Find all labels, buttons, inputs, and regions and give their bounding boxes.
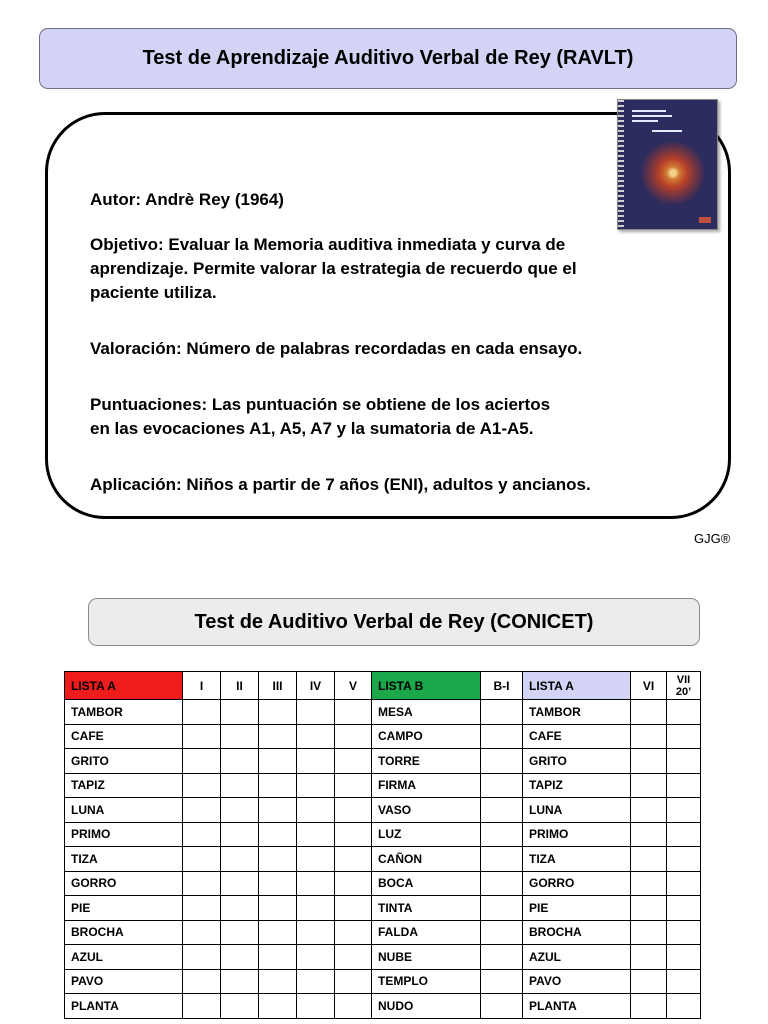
- trial-i-cell[interactable]: [183, 920, 221, 945]
- trial-ii-cell[interactable]: [221, 700, 259, 725]
- trial-b-i-cell[interactable]: [481, 969, 523, 994]
- trial-ii-cell[interactable]: [221, 749, 259, 774]
- table-row: [65, 773, 701, 798]
- trial-i-cell[interactable]: [183, 700, 221, 725]
- aplicacion-text: Aplicación: Niños a partir de 7 años (ENI), adultos y ancianos.: [90, 475, 591, 494]
- list-b-word: VASO: [372, 798, 481, 823]
- trial-iv-cell[interactable]: [297, 700, 335, 725]
- table-row: [65, 871, 701, 896]
- trial-v-cell[interactable]: [335, 945, 372, 970]
- trial-v-cell[interactable]: [335, 896, 372, 921]
- trial-ii-cell[interactable]: [221, 847, 259, 872]
- word-list-table: [64, 671, 701, 1019]
- trial-iv-cell[interactable]: [297, 847, 335, 872]
- trial-i-cell[interactable]: [183, 871, 221, 896]
- header-trial-iii: III: [259, 672, 297, 700]
- trial-vii-cell[interactable]: [667, 822, 701, 847]
- header-trial-b-i: B-I: [481, 672, 523, 700]
- trial-b-i-cell[interactable]: [481, 773, 523, 798]
- trial-v-cell[interactable]: [335, 920, 372, 945]
- trial-vi-cell[interactable]: [631, 700, 667, 725]
- header-lista-a-recall: LISTA A: [523, 672, 631, 700]
- objetivo-line: aprendizaje. Permite valorar la estrategia de recuerdo que el: [90, 259, 577, 278]
- list-b-word: FIRMA: [372, 773, 481, 798]
- list-a-word: PRIMO: [65, 822, 183, 847]
- book-cover-text-line: [632, 110, 666, 112]
- trial-b-i-cell[interactable]: [481, 724, 523, 749]
- table-row: [65, 945, 701, 970]
- list-a-word: GORRO: [65, 871, 183, 896]
- trial-b-i-cell[interactable]: [481, 945, 523, 970]
- copyright-mark: GJG®: [694, 531, 731, 546]
- list-a-recall-word: PRIMO: [523, 822, 631, 847]
- trial-i-cell[interactable]: [183, 896, 221, 921]
- valoracion-text: Valoración: Número de palabras recordadas en cada ensayo.: [90, 339, 583, 358]
- list-b-word: BOCA: [372, 871, 481, 896]
- trial-v-cell[interactable]: [335, 700, 372, 725]
- table-row: [65, 896, 701, 921]
- list-a-recall-word: GORRO: [523, 871, 631, 896]
- list-b-word: TEMPLO: [372, 969, 481, 994]
- trial-i-cell[interactable]: [183, 822, 221, 847]
- trial-v-cell[interactable]: [335, 969, 372, 994]
- trial-v-cell[interactable]: [335, 724, 372, 749]
- puntuaciones-line: Puntuaciones: Las puntuación se obtiene de los aciertos: [90, 395, 551, 414]
- header-lista-b: LISTA B: [372, 672, 481, 700]
- list-a-recall-word: TIZA: [523, 847, 631, 872]
- header-trial-iv: IV: [297, 672, 335, 700]
- list-a-word: TIZA: [65, 847, 183, 872]
- table-header-row: [65, 672, 701, 700]
- list-a-recall-word: AZUL: [523, 945, 631, 970]
- book-cover-text-line: [632, 120, 658, 122]
- list-a-recall-word: PLANTA: [523, 994, 631, 1019]
- trial-i-cell[interactable]: [183, 749, 221, 774]
- trial-vii-cell[interactable]: [667, 724, 701, 749]
- trial-vii-cell[interactable]: [667, 871, 701, 896]
- trial-i-cell[interactable]: [183, 773, 221, 798]
- trial-v-cell[interactable]: [335, 749, 372, 774]
- trial-b-i-cell[interactable]: [481, 822, 523, 847]
- list-a-recall-word: CAFE: [523, 724, 631, 749]
- trial-b-i-cell[interactable]: [481, 749, 523, 774]
- header-vii-label: VII: [676, 673, 691, 686]
- trial-vii-cell[interactable]: [667, 920, 701, 945]
- trial-v-cell[interactable]: [335, 822, 372, 847]
- trial-b-i-cell[interactable]: [481, 847, 523, 872]
- trial-iv-cell[interactable]: [297, 920, 335, 945]
- trial-vi-cell[interactable]: [631, 945, 667, 970]
- trial-b-i-cell[interactable]: [481, 920, 523, 945]
- trial-vi-cell[interactable]: [631, 969, 667, 994]
- trial-iv-cell[interactable]: [297, 896, 335, 921]
- trial-iv-cell[interactable]: [297, 773, 335, 798]
- trial-vi-cell[interactable]: [631, 896, 667, 921]
- table-row: [65, 822, 701, 847]
- header-vii-delay: 20’: [675, 685, 692, 698]
- trial-i-cell[interactable]: [183, 847, 221, 872]
- header-trial-i: I: [183, 672, 221, 700]
- trial-ii-cell[interactable]: [221, 896, 259, 921]
- trial-iii-cell[interactable]: [259, 749, 297, 774]
- trial-i-cell[interactable]: [183, 945, 221, 970]
- title-conicet: Test de Auditivo Verbal de Rey (CONICET): [88, 598, 700, 646]
- trial-ii-cell[interactable]: [221, 773, 259, 798]
- trial-iii-cell[interactable]: [259, 773, 297, 798]
- trial-iii-cell[interactable]: [259, 945, 297, 970]
- table-row: [65, 920, 701, 945]
- list-a-word: PIE: [65, 896, 183, 921]
- list-a-recall-word: PAVO: [523, 969, 631, 994]
- header-trial-ii: II: [221, 672, 259, 700]
- list-b-word: NUBE: [372, 945, 481, 970]
- list-a-recall-word: LUNA: [523, 798, 631, 823]
- table-row: [65, 798, 701, 823]
- trial-vi-cell[interactable]: [631, 749, 667, 774]
- trial-ii-cell[interactable]: [221, 871, 259, 896]
- trial-ii-cell[interactable]: [221, 920, 259, 945]
- trial-vii-cell[interactable]: [667, 798, 701, 823]
- puntuaciones-text: [90, 393, 650, 441]
- trial-b-i-cell[interactable]: [481, 798, 523, 823]
- trial-iv-cell[interactable]: [297, 822, 335, 847]
- trial-iv-cell[interactable]: [297, 871, 335, 896]
- trial-iii-cell[interactable]: [259, 700, 297, 725]
- trial-iv-cell[interactable]: [297, 724, 335, 749]
- header-lista-a: LISTA A: [65, 672, 183, 700]
- trial-iii-cell[interactable]: [259, 847, 297, 872]
- trial-b-i-cell[interactable]: [481, 700, 523, 725]
- list-b-word: CAMPO: [372, 724, 481, 749]
- trial-iv-cell[interactable]: [297, 749, 335, 774]
- trial-vii-cell[interactable]: [667, 945, 701, 970]
- table-row: [65, 724, 701, 749]
- table-row: [65, 969, 701, 994]
- trial-i-cell[interactable]: [183, 724, 221, 749]
- autor-text: Autor: Andrè Rey (1964): [90, 190, 284, 209]
- list-b-word: TINTA: [372, 896, 481, 921]
- list-a-word: BROCHA: [65, 920, 183, 945]
- trial-vi-cell[interactable]: [631, 724, 667, 749]
- list-a-recall-word: GRITO: [523, 749, 631, 774]
- trial-vi-cell[interactable]: [631, 847, 667, 872]
- trial-iii-cell[interactable]: [259, 822, 297, 847]
- trial-vii-cell[interactable]: [667, 773, 701, 798]
- table-row: [65, 749, 701, 774]
- trial-v-cell[interactable]: [335, 994, 372, 1019]
- list-a-word: TAMBOR: [65, 700, 183, 725]
- objetivo-line: Objetivo: Evaluar la Memoria auditiva inmediata y curva de: [90, 235, 566, 254]
- list-a-word: PAVO: [65, 969, 183, 994]
- trial-vii-cell[interactable]: [667, 896, 701, 921]
- list-a-word: LUNA: [65, 798, 183, 823]
- list-b-word: LUZ: [372, 822, 481, 847]
- trial-iii-cell[interactable]: [259, 798, 297, 823]
- header-trial-v: V: [335, 672, 372, 700]
- header-trial-vii: [667, 672, 701, 700]
- trial-v-cell[interactable]: [335, 847, 372, 872]
- list-b-word: MESA: [372, 700, 481, 725]
- trial-i-cell[interactable]: [183, 969, 221, 994]
- trial-iv-cell[interactable]: [297, 798, 335, 823]
- trial-ii-cell[interactable]: [221, 822, 259, 847]
- trial-vi-cell[interactable]: [631, 798, 667, 823]
- trial-b-i-cell[interactable]: [481, 871, 523, 896]
- table-row: [65, 700, 701, 725]
- trial-vi-cell[interactable]: [631, 822, 667, 847]
- trial-ii-cell[interactable]: [221, 945, 259, 970]
- trial-b-i-cell[interactable]: [481, 896, 523, 921]
- trial-iii-cell[interactable]: [259, 871, 297, 896]
- table-row: [65, 847, 701, 872]
- list-a-recall-word: TAMBOR: [523, 700, 631, 725]
- trial-v-cell[interactable]: [335, 871, 372, 896]
- trial-ii-cell[interactable]: [221, 798, 259, 823]
- list-b-word: FALDA: [372, 920, 481, 945]
- trial-iii-cell[interactable]: [259, 920, 297, 945]
- trial-iv-cell[interactable]: [297, 994, 335, 1019]
- trial-iv-cell[interactable]: [297, 945, 335, 970]
- list-a-word: PLANTA: [65, 994, 183, 1019]
- list-a-recall-word: TAPIZ: [523, 773, 631, 798]
- list-a-recall-word: BROCHA: [523, 920, 631, 945]
- trial-vi-cell[interactable]: [631, 994, 667, 1019]
- trial-vii-cell[interactable]: [667, 969, 701, 994]
- list-b-word: NUDO: [372, 994, 481, 1019]
- trial-vi-cell[interactable]: [631, 871, 667, 896]
- trial-i-cell[interactable]: [183, 798, 221, 823]
- trial-i-cell[interactable]: [183, 994, 221, 1019]
- trial-ii-cell[interactable]: [221, 724, 259, 749]
- trial-ii-cell[interactable]: [221, 994, 259, 1019]
- trial-iii-cell[interactable]: [259, 724, 297, 749]
- trial-iv-cell[interactable]: [297, 969, 335, 994]
- trial-vii-cell[interactable]: [667, 700, 701, 725]
- trial-v-cell[interactable]: [335, 773, 372, 798]
- book-cover-text-line: [652, 130, 682, 132]
- trial-vii-cell[interactable]: [667, 749, 701, 774]
- list-a-recall-word: PIE: [523, 896, 631, 921]
- publisher-logo: [699, 217, 711, 223]
- list-b-word: TORRE: [372, 749, 481, 774]
- objetivo-text: [90, 233, 650, 305]
- trial-ii-cell[interactable]: [221, 969, 259, 994]
- trial-iii-cell[interactable]: [259, 969, 297, 994]
- objetivo-line: paciente utiliza.: [90, 283, 217, 302]
- trial-v-cell[interactable]: [335, 798, 372, 823]
- title-ravlt: Test de Aprendizaje Auditivo Verbal de Rey (RAVLT): [39, 28, 737, 89]
- table-row: [65, 994, 701, 1019]
- trial-iii-cell[interactable]: [259, 896, 297, 921]
- trial-vii-cell[interactable]: [667, 847, 701, 872]
- list-a-word: TAPIZ: [65, 773, 183, 798]
- trial-iii-cell[interactable]: [259, 994, 297, 1019]
- book-cover-text-line: [632, 115, 672, 117]
- trial-b-i-cell[interactable]: [481, 994, 523, 1019]
- trial-vi-cell[interactable]: [631, 773, 667, 798]
- list-b-word: CAÑON: [372, 847, 481, 872]
- list-a-word: AZUL: [65, 945, 183, 970]
- list-a-word: GRITO: [65, 749, 183, 774]
- list-a-word: CAFE: [65, 724, 183, 749]
- trial-vii-cell[interactable]: [667, 994, 701, 1019]
- trial-vi-cell[interactable]: [631, 920, 667, 945]
- header-trial-vi: VI: [631, 672, 667, 700]
- puntuaciones-line: en las evocaciones A1, A5, A7 y la sumatoria de A1-A5.: [90, 419, 534, 438]
